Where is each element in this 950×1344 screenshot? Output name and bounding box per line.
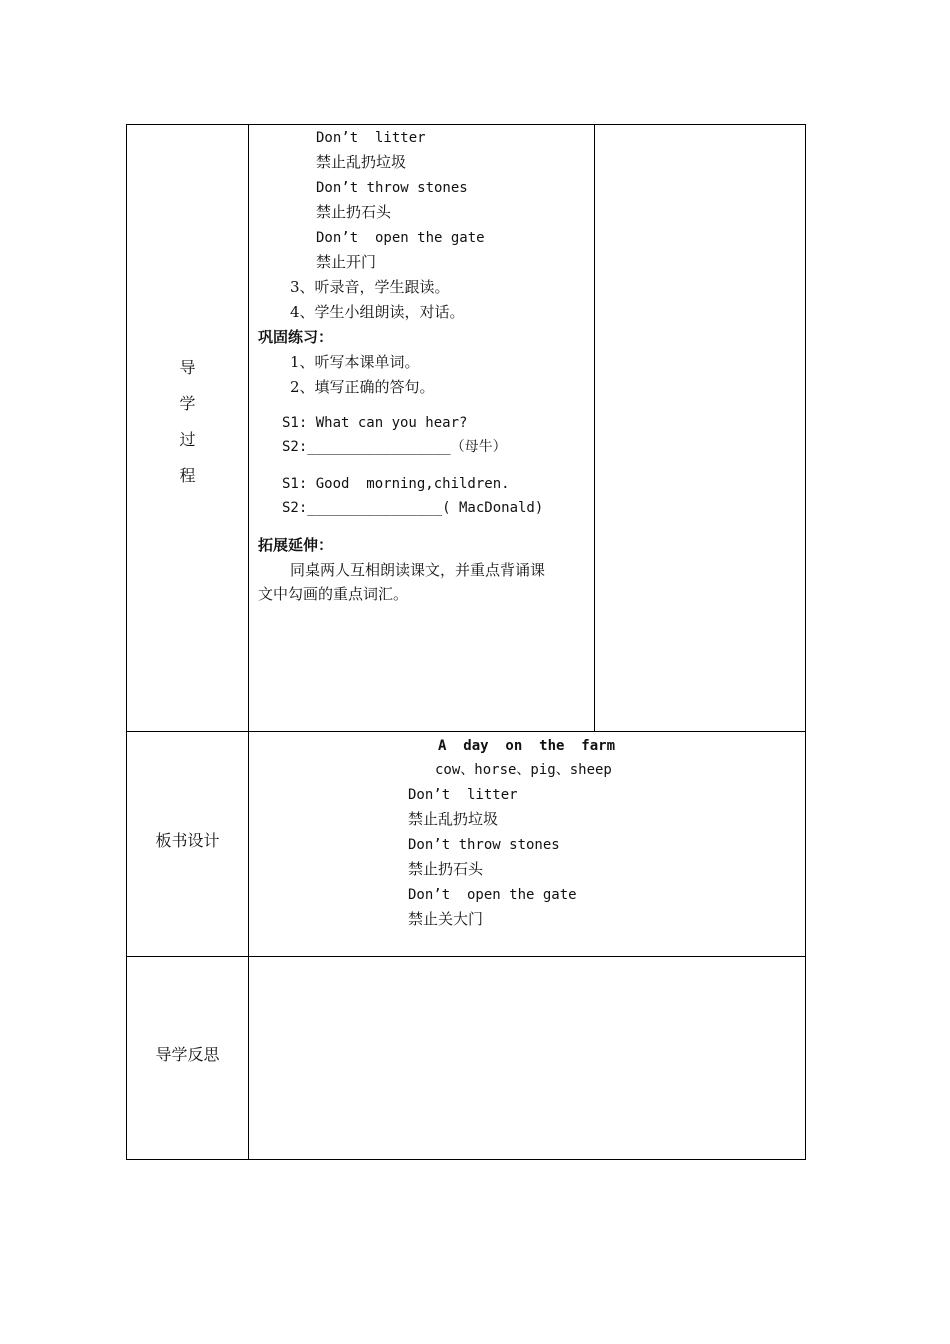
dialog-answer: S2:_________________（母牛） [282,439,507,455]
step-line: 4、学生小组朗读，对话。 [290,303,465,321]
phrase-line: Don’t open the gate [316,230,485,246]
board-line: Don’t throw stones [408,837,560,853]
table-divider-notes-column [594,124,595,732]
label-char: 程 [179,466,196,485]
label-char: 学 [179,394,196,413]
board-line: 禁止乱扔垃圾 [408,810,499,828]
board-words: cow、horse、pig、sheep [435,762,612,778]
board-line: 禁止关大门 [408,910,484,928]
dialog-question: S1: Good morning,children. [282,476,510,492]
board-title: A day on the farm [438,738,616,754]
label-char: 导 [179,358,196,377]
dialog-question: S1: What can you hear? [282,415,468,431]
extension-text: 文中勾画的重点词汇。 [258,585,409,603]
table-border-top [126,124,806,125]
table-border-bottom [126,1159,806,1160]
consolidate-heading: 巩固练习： [258,328,334,346]
consolidate-item: 2、填写正确的答句。 [290,378,435,396]
table-border-left [126,124,127,1160]
table-border-right [805,124,806,1160]
phrase-line: Don’t litter [316,130,426,146]
phrase-line: Don’t throw stones [316,180,468,196]
table-row-divider-1 [126,731,806,732]
reflection-label: 导学反思 [155,1045,220,1064]
consolidate-item: 1、听写本课单词。 [290,353,420,371]
phrase-line: 禁止开门 [316,253,377,271]
phrase-line: 禁止扔石头 [316,203,392,221]
step-line: 3、听录音，学生跟读。 [290,278,450,296]
dialog-answer: S2:________________( MacDonald) [282,500,544,516]
board-design-label: 板书设计 [155,831,220,850]
phrase-line: 禁止乱扔垃圾 [316,153,407,171]
extension-text: 同桌两人互相朗读课文，并重点背诵课 [290,561,546,579]
board-line: Don’t litter [408,787,518,803]
reflection-content [249,957,805,1159]
label-char: 过 [179,430,196,449]
extension-heading: 拓展延伸： [258,536,334,554]
board-line: Don’t open the gate [408,887,577,903]
board-line: 禁止扔石头 [408,860,484,878]
